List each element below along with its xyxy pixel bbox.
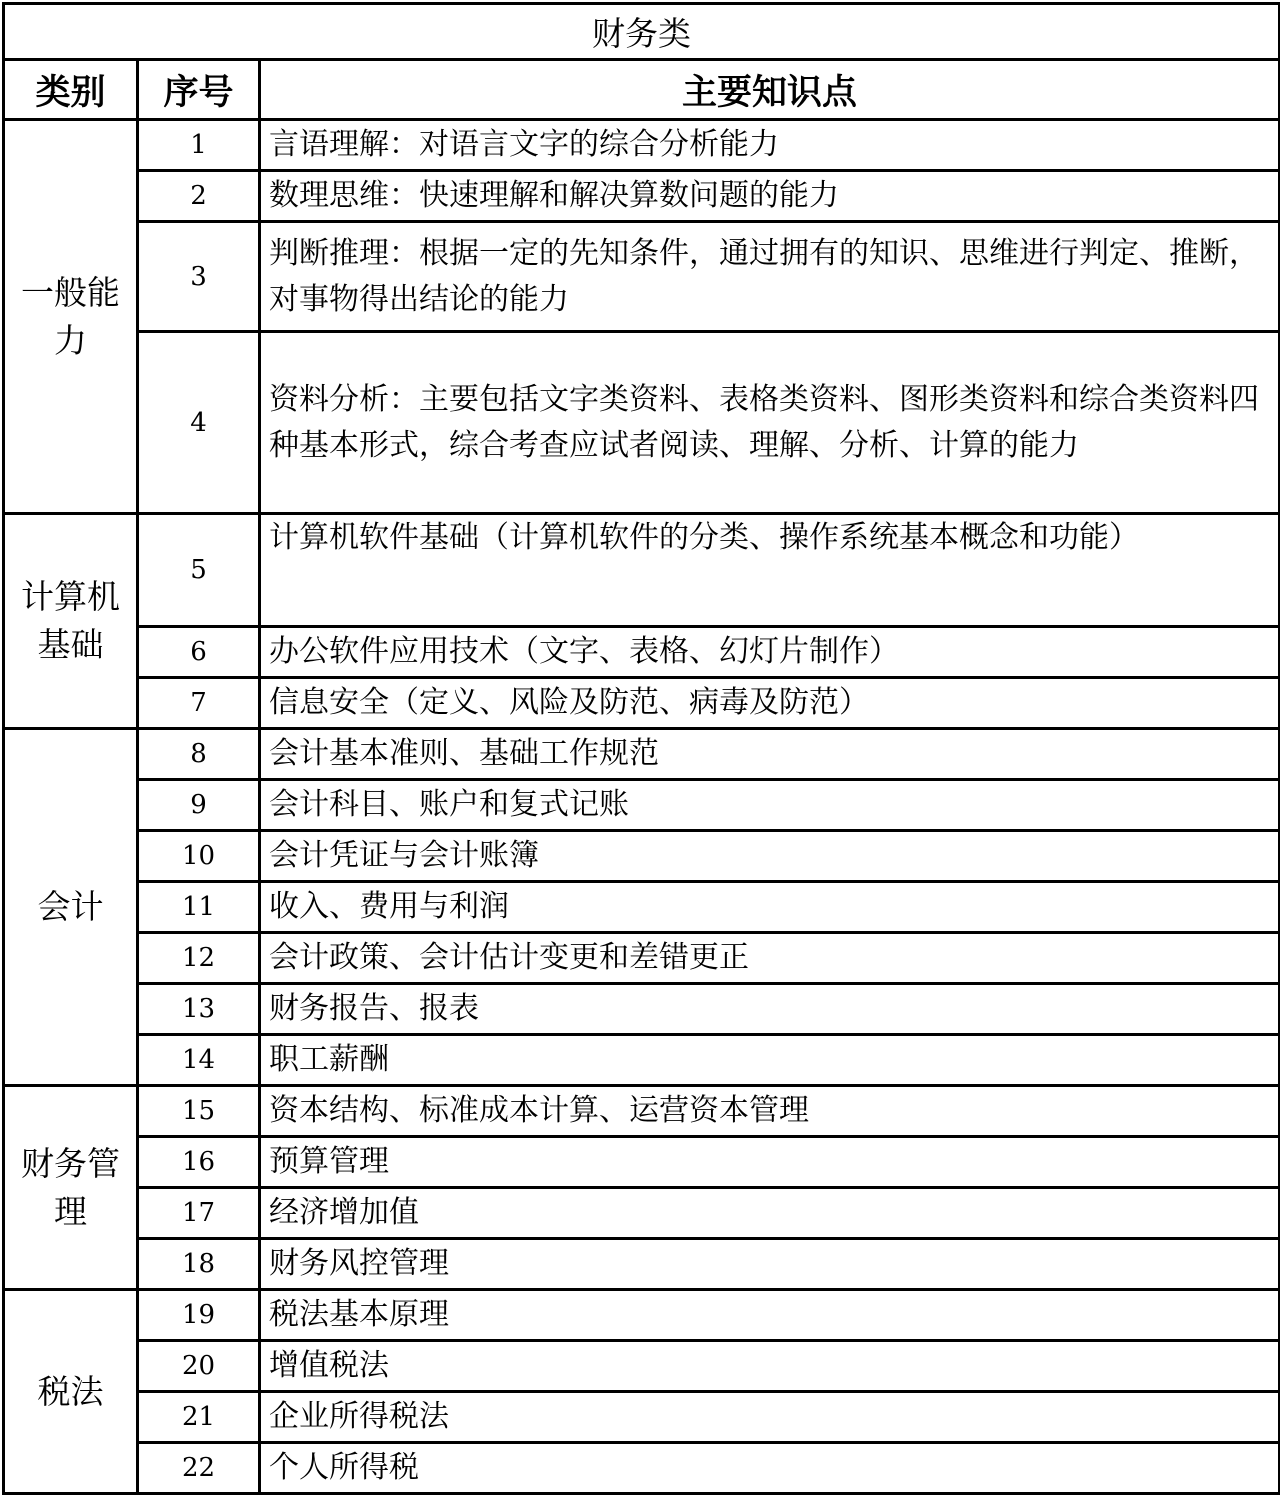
header-content: 主要知识点	[260, 60, 1280, 120]
row-index: 14	[138, 1035, 260, 1086]
table-row	[4, 514, 1280, 627]
table-row	[4, 729, 1280, 780]
row-index: 2	[138, 171, 260, 222]
row-content: 税法基本原理	[260, 1290, 1280, 1341]
row-content: 资本结构、标准成本计算、运营资本管理	[260, 1086, 1280, 1137]
row-index: 20	[138, 1341, 260, 1392]
table-row	[4, 984, 1280, 1035]
row-index: 8	[138, 729, 260, 780]
category-tax-law: 税法	[4, 1290, 138, 1494]
row-index: 5	[138, 514, 260, 627]
table-row	[4, 120, 1280, 171]
row-index: 9	[138, 780, 260, 831]
row-content: 企业所得税法	[260, 1392, 1280, 1443]
row-content: 信息安全（定义、风险及防范、病毒及防范）	[260, 678, 1280, 729]
row-content: 会计凭证与会计账簿	[260, 831, 1280, 882]
row-index: 11	[138, 882, 260, 933]
row-content: 职工薪酬	[260, 1035, 1280, 1086]
row-content: 资料分析：主要包括文字类资料、表格类资料、图形类资料和综合类资料四种基本形式，综合考查应试者阅读、理解、分析、计算的能力	[260, 332, 1280, 514]
table-row	[4, 1341, 1280, 1392]
table-row	[4, 780, 1280, 831]
row-index: 7	[138, 678, 260, 729]
row-content: 增值税法	[260, 1341, 1280, 1392]
row-content: 个人所得税	[260, 1443, 1280, 1494]
table-row	[4, 1239, 1280, 1290]
row-content: 计算机软件基础（计算机软件的分类、操作系统基本概念和功能）	[260, 514, 1280, 627]
row-content: 财务报告、报表	[260, 984, 1280, 1035]
row-content: 办公软件应用技术（文字、表格、幻灯片制作）	[260, 627, 1280, 678]
table-row	[4, 1188, 1280, 1239]
table-row	[4, 882, 1280, 933]
row-index: 16	[138, 1137, 260, 1188]
table-row	[4, 1137, 1280, 1188]
table-row	[4, 1392, 1280, 1443]
category-computer-basics: 计算机基础	[4, 514, 138, 729]
row-index: 4	[138, 332, 260, 514]
table-row	[4, 1086, 1280, 1137]
row-index: 10	[138, 831, 260, 882]
row-index: 17	[138, 1188, 260, 1239]
row-index: 3	[138, 222, 260, 332]
row-index: 19	[138, 1290, 260, 1341]
table-row	[4, 831, 1280, 882]
row-content: 会计基本准则、基础工作规范	[260, 729, 1280, 780]
header-index: 序号	[138, 60, 260, 120]
row-index: 12	[138, 933, 260, 984]
table-row	[4, 933, 1280, 984]
category-general-ability: 一般能力	[4, 120, 138, 514]
row-index: 22	[138, 1443, 260, 1494]
table-row	[4, 222, 1280, 332]
row-index: 18	[138, 1239, 260, 1290]
row-index: 21	[138, 1392, 260, 1443]
table-row	[4, 627, 1280, 678]
table-title: 财务类	[4, 4, 1280, 60]
header-category: 类别	[4, 60, 138, 120]
row-content: 言语理解：对语言文字的综合分析能力	[260, 120, 1280, 171]
row-index: 13	[138, 984, 260, 1035]
table-row	[4, 1290, 1280, 1341]
row-index: 1	[138, 120, 260, 171]
table-row	[4, 678, 1280, 729]
row-index: 15	[138, 1086, 260, 1137]
table-row	[4, 332, 1280, 514]
table-row	[4, 1443, 1280, 1494]
row-content: 经济增加值	[260, 1188, 1280, 1239]
row-index: 6	[138, 627, 260, 678]
row-content: 会计政策、会计估计变更和差错更正	[260, 933, 1280, 984]
category-financial-management: 财务管理	[4, 1086, 138, 1290]
row-content: 预算管理	[260, 1137, 1280, 1188]
row-content: 会计科目、账户和复式记账	[260, 780, 1280, 831]
row-content: 判断推理：根据一定的先知条件，通过拥有的知识、思维进行判定、推断，对事物得出结论的能力	[260, 222, 1280, 332]
knowledge-table	[2, 2, 1280, 1495]
row-content: 数理思维：快速理解和解决算数问题的能力	[260, 171, 1280, 222]
table-row	[4, 171, 1280, 222]
category-accounting: 会计	[4, 729, 138, 1086]
row-content: 财务风控管理	[260, 1239, 1280, 1290]
row-content: 收入、费用与利润	[260, 882, 1280, 933]
table-row	[4, 1035, 1280, 1086]
